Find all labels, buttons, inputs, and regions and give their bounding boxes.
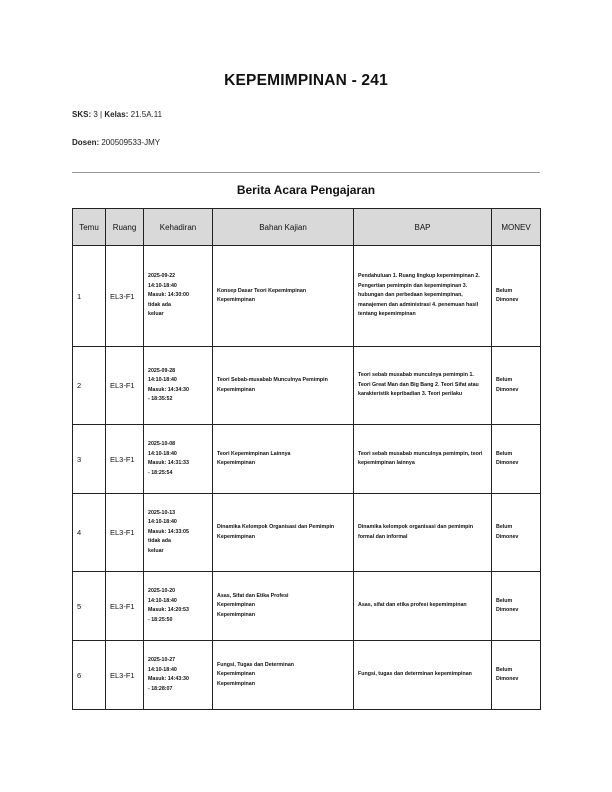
bap-table bbox=[72, 208, 541, 710]
cell-bap-line: Teori sebab musabab munculnya pemimpin 1. Teori Great Man dan Big Bang 2. Teori Sifat atau karakteristik kepribadian 3. Teori perilaku bbox=[358, 372, 479, 398]
cell-monev-line: Dimonev bbox=[496, 297, 519, 303]
cell-ruang: EL3-F1 bbox=[106, 425, 144, 494]
cell-monev bbox=[492, 494, 541, 572]
cell-monev-line: Belum bbox=[496, 287, 513, 294]
cell-bap bbox=[354, 246, 492, 347]
cell-kehadiran-line: 2025-10-27 bbox=[148, 657, 176, 663]
lecturer-info: Dosen: 200509533-JMY bbox=[72, 138, 161, 147]
header-bap: BAP bbox=[354, 209, 492, 246]
cell-temu: 5 bbox=[73, 572, 106, 641]
header-ruang: Ruang bbox=[106, 209, 144, 246]
kelas-value: 21.5A.11 bbox=[130, 110, 163, 119]
cell-bahan-kajian-line: Kepemimpinan bbox=[217, 533, 255, 540]
cell-bahan-kajian-line: Kepemimpinan bbox=[217, 611, 255, 618]
cell-bahan-kajian-line: Kepemimpinan bbox=[217, 671, 255, 678]
cell-temu: 6 bbox=[73, 641, 106, 710]
sks-label: SKS bbox=[72, 110, 89, 119]
cell-monev bbox=[492, 641, 541, 710]
cell-kehadiran-line: tidak ada bbox=[148, 538, 171, 545]
cell-bahan-kajian-line: Teori Kepemimpinan Lainnya bbox=[217, 450, 291, 457]
cell-kehadiran bbox=[144, 347, 213, 425]
cell-ruang: EL3-F1 bbox=[106, 572, 144, 641]
cell-kehadiran-line: 14:10-18:40 bbox=[148, 377, 177, 383]
section-title: Berita Acara Pengajaran bbox=[236, 183, 376, 197]
cell-bahan-kajian-line: Kepemimpinan bbox=[217, 460, 255, 466]
cell-bap bbox=[354, 641, 492, 710]
cell-ruang: EL3-F1 bbox=[106, 246, 144, 347]
cell-monev-line: Belum bbox=[496, 666, 513, 673]
table-row bbox=[73, 641, 541, 710]
document-title: KEPEMIMPINAN - 241 bbox=[224, 72, 388, 89]
separator: | bbox=[100, 110, 103, 119]
cell-kehadiran-line: 2025-09-22 bbox=[148, 273, 176, 280]
table-row bbox=[73, 347, 541, 425]
kelas-label: Kelas bbox=[104, 110, 126, 119]
cell-monev-line: Dimonev bbox=[496, 676, 519, 682]
cell-monev-line: Belum bbox=[496, 377, 513, 383]
cell-kehadiran-line: 2025-10-08 bbox=[148, 441, 176, 447]
cell-bap-line: Pendahuluan 1. Ruang lingkup kepemimpinan 2. Pengertian pemimpin dan kepemimpinan 3. hubungan dan perbedaan kepemimpinan, manajemen dan administrasi 4. penemuan hasil tentang kepemimpinan bbox=[358, 273, 480, 318]
cell-bahan-kajian-line: Fungsi, Tugas dan Determinan bbox=[217, 661, 295, 668]
cell-kehadiran-line: Masuk: 14:43:30 bbox=[148, 676, 189, 682]
cell-monev bbox=[492, 425, 541, 494]
cell-kehadiran-line: 14:10-18:40 bbox=[148, 519, 177, 526]
cell-bahan-kajian bbox=[213, 641, 354, 710]
cell-monev-line: Belum bbox=[496, 597, 513, 604]
cell-kehadiran-line: Masuk: 14:31:33 bbox=[148, 460, 189, 466]
cell-kehadiran-line: Masuk: 14:33:05 bbox=[148, 528, 189, 535]
cell-monev bbox=[492, 246, 541, 347]
cell-kehadiran-line: - 18:35:52 bbox=[148, 396, 173, 402]
cell-ruang: EL3-F1 bbox=[106, 494, 144, 572]
cell-kehadiran-line: Masuk: 14:34:30 bbox=[148, 386, 189, 393]
cell-bap bbox=[354, 572, 492, 641]
table-row bbox=[73, 425, 541, 494]
cell-kehadiran bbox=[144, 641, 213, 710]
cell-bahan-kajian bbox=[213, 494, 354, 572]
table-row bbox=[73, 246, 541, 347]
cell-bahan-kajian-line: Teori Sebab-musabab Munculnya Pemimpin bbox=[217, 377, 328, 383]
cell-temu: 1 bbox=[73, 246, 106, 347]
cell-kehadiran-line: 14:10-18:40 bbox=[148, 450, 177, 457]
cell-kehadiran bbox=[144, 425, 213, 494]
cell-temu: 4 bbox=[73, 494, 106, 572]
table-row bbox=[73, 572, 541, 641]
dosen-label: Dosen bbox=[72, 138, 97, 147]
cell-kehadiran-line: 2025-10-13 bbox=[148, 509, 176, 516]
cell-temu: 3 bbox=[73, 425, 106, 494]
cell-monev-line: Dimonev bbox=[496, 386, 519, 393]
cell-bap-line: Dinamika kelompok organisasi dan pemimpin formal dan informal bbox=[358, 524, 474, 540]
cell-bahan-kajian bbox=[213, 572, 354, 641]
header-kehadiran: Kehadiran bbox=[144, 209, 213, 246]
cell-monev-line: Belum bbox=[496, 450, 513, 457]
cell-kehadiran bbox=[144, 494, 213, 572]
cell-bap-line: Teori sebab musabab munculnya pemimpin, teori kepemimpinan lainnya bbox=[358, 450, 483, 466]
cell-bap bbox=[354, 494, 492, 572]
cell-bahan-kajian-line: Kepemimpinan bbox=[217, 297, 255, 303]
cell-bahan-kajian-line: Kepemimpinan bbox=[217, 680, 255, 687]
cell-bahan-kajian-line: Asas, Sifat dan Etika Profesi bbox=[217, 592, 289, 599]
cell-kehadiran-line: tidak ada bbox=[148, 301, 171, 308]
course-info: SKS: 3 | Kelas: 21.5A.11 bbox=[72, 110, 163, 119]
cell-monev-line: Dimonev bbox=[496, 533, 519, 540]
header-bahan-kajian: Bahan Kajian bbox=[213, 209, 354, 246]
cell-kehadiran bbox=[144, 246, 213, 347]
cell-monev bbox=[492, 572, 541, 641]
cell-monev-line: Dimonev bbox=[496, 607, 519, 613]
table-body bbox=[73, 246, 541, 710]
cell-kehadiran-line: Masuk: 14:20:53 bbox=[148, 607, 189, 613]
cell-monev bbox=[492, 347, 541, 425]
cell-kehadiran-line: Masuk: 14:30:00 bbox=[148, 292, 189, 299]
cell-bahan-kajian-line: Kepemimpinan bbox=[217, 386, 255, 393]
cell-kehadiran-line: - 18:28:07 bbox=[148, 685, 173, 692]
cell-kehadiran-line: - 18:25:54 bbox=[148, 469, 173, 476]
table-row bbox=[73, 494, 541, 572]
cell-temu: 2 bbox=[73, 347, 106, 425]
header-monev: MONEV bbox=[492, 209, 541, 246]
cell-kehadiran-line: keluar bbox=[148, 311, 164, 318]
cell-bap-line: Asas, sifat dan etika profesi kepemimpinan bbox=[358, 602, 467, 609]
cell-bap bbox=[354, 425, 492, 494]
cell-bap bbox=[354, 347, 492, 425]
cell-bahan-kajian-line: Konsep Dasar Teori Kepemimpinan bbox=[217, 287, 307, 294]
cell-bahan-kajian-line: Dinamika Kelompok Organisasi dan Pemimpin bbox=[217, 524, 335, 530]
cell-ruang: EL3-F1 bbox=[106, 641, 144, 710]
cell-bahan-kajian-line: Kepemimpinan bbox=[217, 602, 255, 609]
cell-kehadiran-line: keluar bbox=[148, 547, 164, 554]
dosen-value: 200509533-JMY bbox=[101, 138, 161, 147]
cell-bahan-kajian bbox=[213, 246, 354, 347]
table-header-row bbox=[73, 209, 541, 246]
divider bbox=[72, 172, 540, 173]
cell-kehadiran-line: 14:10-18:40 bbox=[148, 597, 177, 604]
cell-kehadiran-line: 14:10-18:40 bbox=[148, 282, 177, 289]
cell-ruang: EL3-F1 bbox=[106, 347, 144, 425]
sks-value: 3 bbox=[93, 110, 98, 119]
cell-monev-line: Dimonev bbox=[496, 460, 519, 466]
cell-bahan-kajian bbox=[213, 425, 354, 494]
cell-kehadiran-line: - 18:25:50 bbox=[148, 616, 173, 623]
cell-kehadiran-line: 2025-10-20 bbox=[148, 588, 176, 594]
cell-kehadiran-line: 2025-09-28 bbox=[148, 367, 176, 374]
cell-monev-line: Belum bbox=[496, 524, 513, 530]
cell-kehadiran bbox=[144, 572, 213, 641]
cell-bahan-kajian bbox=[213, 347, 354, 425]
header-temu: Temu bbox=[73, 209, 106, 246]
cell-bap-line: Fungsi, tugas dan determinan kepemimpinan bbox=[358, 671, 472, 678]
cell-kehadiran-line: 14:10-18:40 bbox=[148, 666, 177, 673]
